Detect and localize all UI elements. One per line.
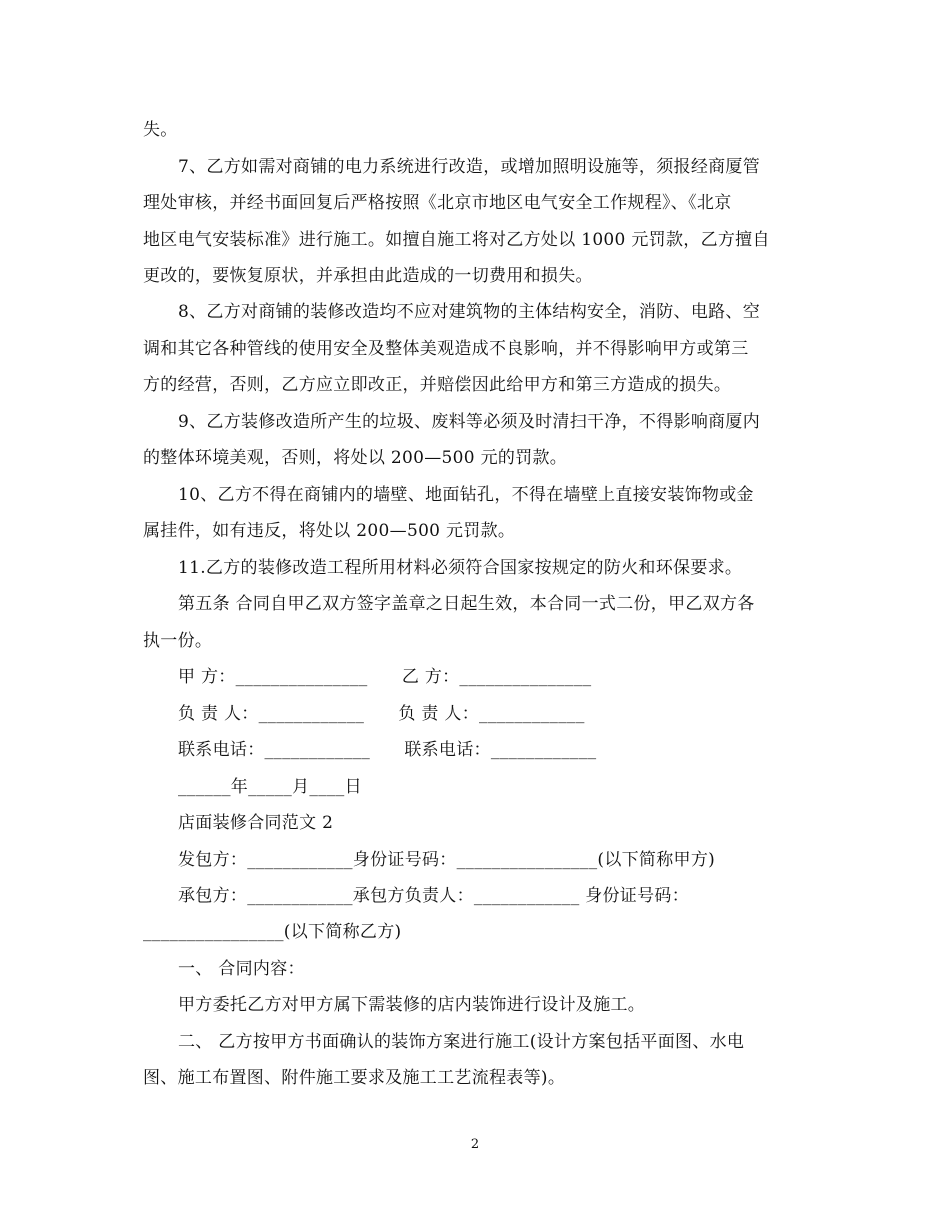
text-line-12: 属挂件，如有违反，将处以 200—500 元罚款。 <box>143 521 516 541</box>
text-line-24: 一、 合同内容： <box>178 959 305 979</box>
section-title: 店面装修合同范文 2 <box>178 813 334 833</box>
text-line-22: 承包方：____________承包方负责人：____________ 身份证号码： <box>178 886 690 906</box>
text-line-27: 图、施工布置图、附件施工要求及施工工艺流程表等)。 <box>143 1068 566 1088</box>
text-line-11: 10、乙方不得在商铺内的墙壁、地面钻孔，不得在墙壁上直接安装饰物或金 <box>178 485 754 505</box>
text-line-15: 执一份。 <box>143 631 213 651</box>
text-line-25: 甲方委托乙方对甲方属下需装修的店内装饰进行设计及施工。 <box>178 995 646 1015</box>
text-line-21: 发包方：____________身份证号码：________________(以下简称甲方) <box>178 850 716 870</box>
signature-line-date: ______年_____月____日 <box>178 777 362 797</box>
text-line-2: 7、乙方如需对商铺的电力系统进行改造，或增加照明设施等，须报经商厦管 <box>178 157 761 177</box>
signature-line-responsible: 负 责 人：____________ 负 责 人：____________ <box>178 704 585 724</box>
text-line-6: 8、乙方对商铺的装修改造均不应对建筑物的主体结构安全，消防、电路、空 <box>178 302 761 322</box>
text-line-4: 地区电气安装标准》进行施工。如擅自施工将对乙方处以 1000 元罚款，乙方擅自 <box>143 230 770 250</box>
text-line-3: 理处审核，并经书面回复后严格按照《北京市地区电气安全工作规程》、《北京 <box>143 193 732 213</box>
text-line-13: 11.乙方的装修改造工程所用材料必须符合国家按规定的防火和环保要求。 <box>178 558 743 578</box>
text-line-23: ________________(以下简称乙方) <box>143 922 402 942</box>
text-line-8: 方的经营，否则，乙方应立即改正，并赔偿因此给甲方和第三方造成的损失。 <box>143 375 732 395</box>
text-line-1: 失。 <box>143 120 178 140</box>
text-line-10: 的整体环境美观，否则，将处以 200—500 元的罚款。 <box>143 448 568 468</box>
text-line-9: 9、乙方装修改造所产生的垃圾、废料等必须及时清扫干净，不得影响商厦内 <box>178 412 761 432</box>
text-line-5: 更改的，要恢复原状，并承担由此造成的一切费用和损失。 <box>143 266 593 286</box>
page-number: 2 <box>470 1137 480 1152</box>
signature-line-party-a-b: 甲 方：_______________ 乙 方：_______________ <box>178 667 592 687</box>
text-line-7: 调和其它各种管线的使用安全及整体美观造成不良影响，并不得影响甲方或第三 <box>143 339 749 359</box>
text-line-14: 第五条 合同自甲乙双方签字盖章之日起生效，本合同一式二份，甲乙双方各 <box>178 594 755 614</box>
signature-line-phone: 联系电话：____________ 联系电话：____________ <box>178 740 597 760</box>
text-line-26: 二、 乙方按甲方书面确认的装饰方案进行施工(设计方案包括平面图、水电 <box>178 1032 745 1052</box>
